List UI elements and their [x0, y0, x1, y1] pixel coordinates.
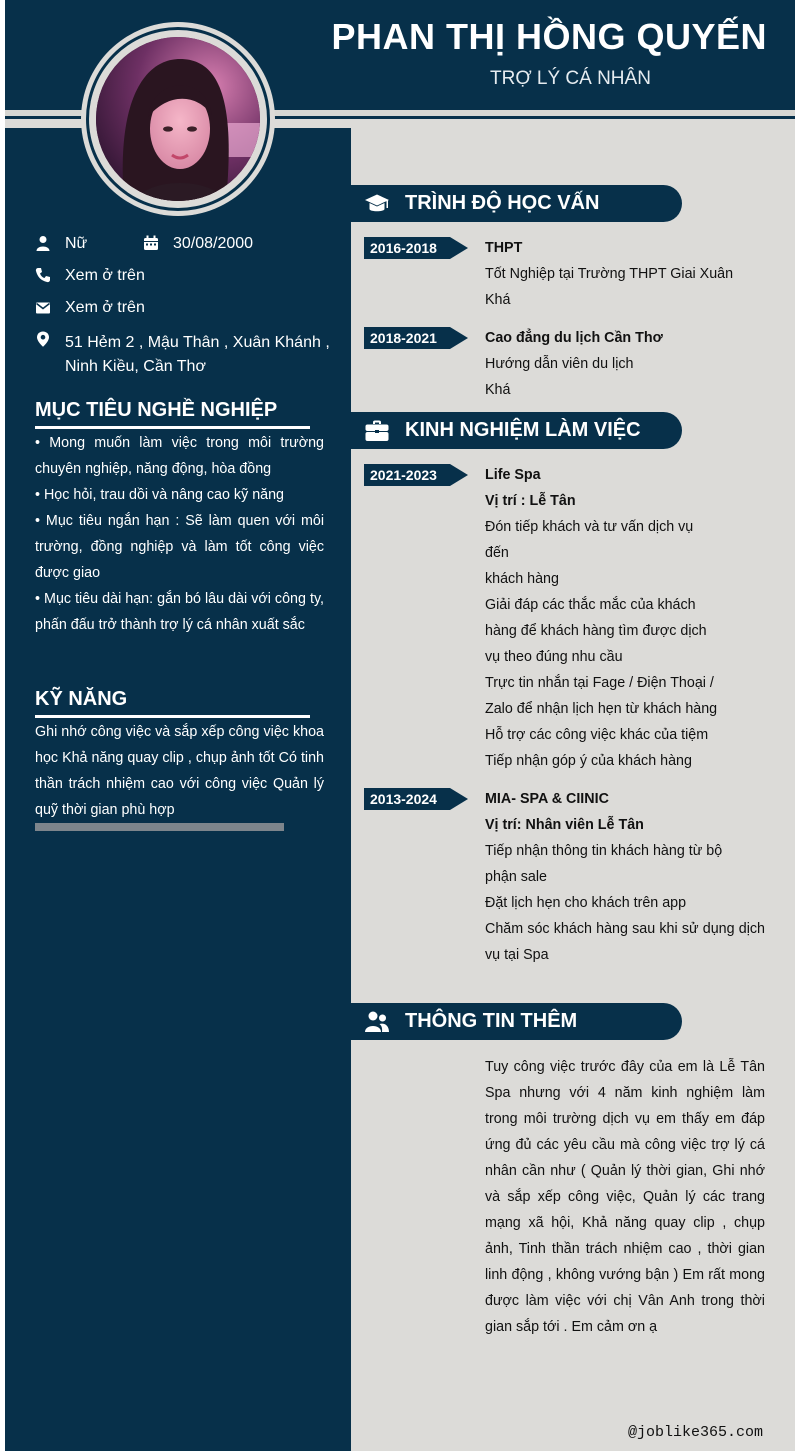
- entry-line: Hướng dẫn viên du lịch: [485, 356, 634, 372]
- date-label: 2021-2023: [364, 464, 450, 486]
- date-label: 2016-2018: [364, 237, 450, 259]
- objective-list: [35, 430, 324, 638]
- extra-header: [351, 1003, 682, 1040]
- date-arrow: [450, 327, 468, 349]
- entry-line: Chăm sóc khách hàng sau khi sử dụng dịch vụ tại Spa: [485, 921, 765, 963]
- birthday-value: 30/08/2000: [173, 235, 254, 252]
- date-arrow: [450, 464, 468, 486]
- position: Vị trí: Nhân viên Lễ Tân: [485, 817, 644, 833]
- entry-line: hàng để khách hàng tìm được dịch: [485, 623, 707, 639]
- entry-line: khách hàng: [485, 571, 559, 587]
- address-line-2: Ninh Kiều, Cần Thơ: [65, 358, 206, 375]
- experience-header: [351, 412, 682, 449]
- entry-line: Trực tin nhắn tại Fage / Điện Thoại /: [485, 675, 714, 691]
- objective-item: • Mục tiêu ngắn hạn : Sẽ làm quen với môi trường, đồng nghiệp và làm tốt công việc được giao: [35, 513, 324, 581]
- entry-line: Đón tiếp khách và tư vấn dịch vụ đến: [485, 519, 694, 561]
- avatar-frame-border: [89, 30, 267, 208]
- position: Vị trí : Lễ Tân: [485, 493, 576, 509]
- skill-level-bar: [35, 823, 284, 831]
- phone-icon: [35, 267, 51, 283]
- education-entry: [485, 325, 663, 403]
- entry-line: Khá: [485, 382, 511, 398]
- objective-item: • Học hỏi, trau dồi và nâng cao kỹ năng: [35, 487, 285, 503]
- briefcase-icon: [364, 418, 390, 444]
- objective-title: MỤC TIÊU NGHỀ NGHIỆP: [35, 399, 278, 421]
- resume-page: [5, 0, 795, 1451]
- experience-title: KINH NGHIỆM LÀM VIỆC: [405, 419, 641, 441]
- education-header: [351, 185, 682, 222]
- date-label: 2018-2021: [364, 327, 450, 349]
- experience-date-tag: [364, 788, 468, 810]
- experience-date-tag: [364, 464, 468, 486]
- education-date-tag: [364, 237, 468, 259]
- location-icon: [35, 331, 51, 347]
- gender-value: Nữ: [65, 235, 88, 252]
- experience-entry: [485, 462, 720, 774]
- address: [65, 331, 330, 379]
- entry-line: Khá: [485, 292, 511, 308]
- extra-text: Tuy công việc trước đây của em là Lễ Tân Spa nhưng với 4 năm kinh nghiệm làm trong môi trường dịch vụ em thấy em đáp ứng đủ các yêu cầu mà công việc trợ lý cá nhân cần như ( Quản lý thời gian, Ghi nhớ và sắp xếp công việc, Quản lý các trang mạng xã hội, Khả năng quay clip , chụp ảnh, Tinh thần trách nhiệm cao , thời gian linh động , không vướng bận ) Em rất mong được làm việc với chị Vân Anh trong thời gian sắp tới . Em cảm ơn ạ: [485, 1059, 765, 1335]
- skills-underline: [35, 715, 310, 718]
- education-date-tag: [364, 327, 468, 349]
- graduation-cap-icon: [364, 191, 390, 217]
- education-entry: [485, 235, 733, 313]
- experience-entry: [485, 786, 765, 968]
- watermark: @joblike365.com: [627, 1424, 763, 1441]
- date-arrow: [450, 237, 468, 259]
- objective-item: • Mong muốn làm việc trong môi trường chuyên nghiệp, năng động, hòa đồng: [35, 435, 324, 477]
- entry-line: Tốt Nghiệp tại Trường THPT Giai Xuân: [485, 266, 734, 282]
- candidate-name: PHAN THỊ HỒNG QUYẾN: [331, 16, 767, 57]
- avatar-frame: [81, 22, 275, 216]
- address-line-1: 51 Hẻm 2 , Mậu Thân , Xuân Khánh ,: [65, 334, 330, 351]
- entry-line: vụ theo đúng nhu cầu: [485, 649, 623, 665]
- school-name: THPT: [485, 240, 523, 256]
- avatar-frame-inner: [86, 27, 270, 211]
- entry-line: Zalo để nhận lịch hẹn từ khách hàng: [485, 701, 718, 717]
- extra-title: THÔNG TIN THÊM: [405, 1010, 578, 1032]
- entry-line: Tiếp nhận góp ý của khách hàng: [485, 753, 692, 769]
- date-arrow: [450, 788, 468, 810]
- candidate-role: TRỢ LÝ CÁ NHÂN: [490, 68, 651, 89]
- entry-line: Hỗ trợ các công việc khác của tiệm: [485, 727, 709, 743]
- entry-line: phận sale: [485, 869, 548, 885]
- calendar-icon: [143, 235, 159, 251]
- email-icon: [35, 300, 51, 316]
- company-name: MIA- SPA & CIINIC: [485, 791, 609, 807]
- school-name: Cao đẳng du lịch Cần Thơ: [485, 330, 663, 346]
- phone-value: Xem ở trên: [65, 267, 145, 284]
- entry-line: Đặt lịch hẹn cho khách trên app: [485, 895, 687, 911]
- skills-text: Ghi nhớ công việc và sắp xếp công việc khoa học Khả năng quay clip , chụp ảnh tốt Có tinh thần trách nhiệm cao với công việc Quản lý quỹ thời gian phù hợp: [35, 724, 324, 818]
- entry-line: Giải đáp các thắc mắc của khách: [485, 597, 696, 613]
- objective-underline: [35, 426, 310, 429]
- email-value: Xem ở trên: [65, 299, 145, 316]
- avatar: [96, 37, 260, 201]
- user-icon: [35, 235, 51, 251]
- date-label: 2013-2024: [364, 788, 450, 810]
- entry-line: Tiếp nhận thông tin khách hàng từ bộ: [485, 843, 723, 859]
- objective-item: • Mục tiêu dài hạn: gắn bó lâu dài với công ty, phấn đấu trở thành trợ lý cá nhân xuất sắc: [35, 591, 324, 633]
- users-icon: [364, 1009, 390, 1035]
- education-title: TRÌNH ĐỘ HỌC VẤN: [405, 192, 600, 214]
- company-name: Life Spa: [485, 467, 541, 483]
- skills-title: KỸ NĂNG: [35, 688, 128, 710]
